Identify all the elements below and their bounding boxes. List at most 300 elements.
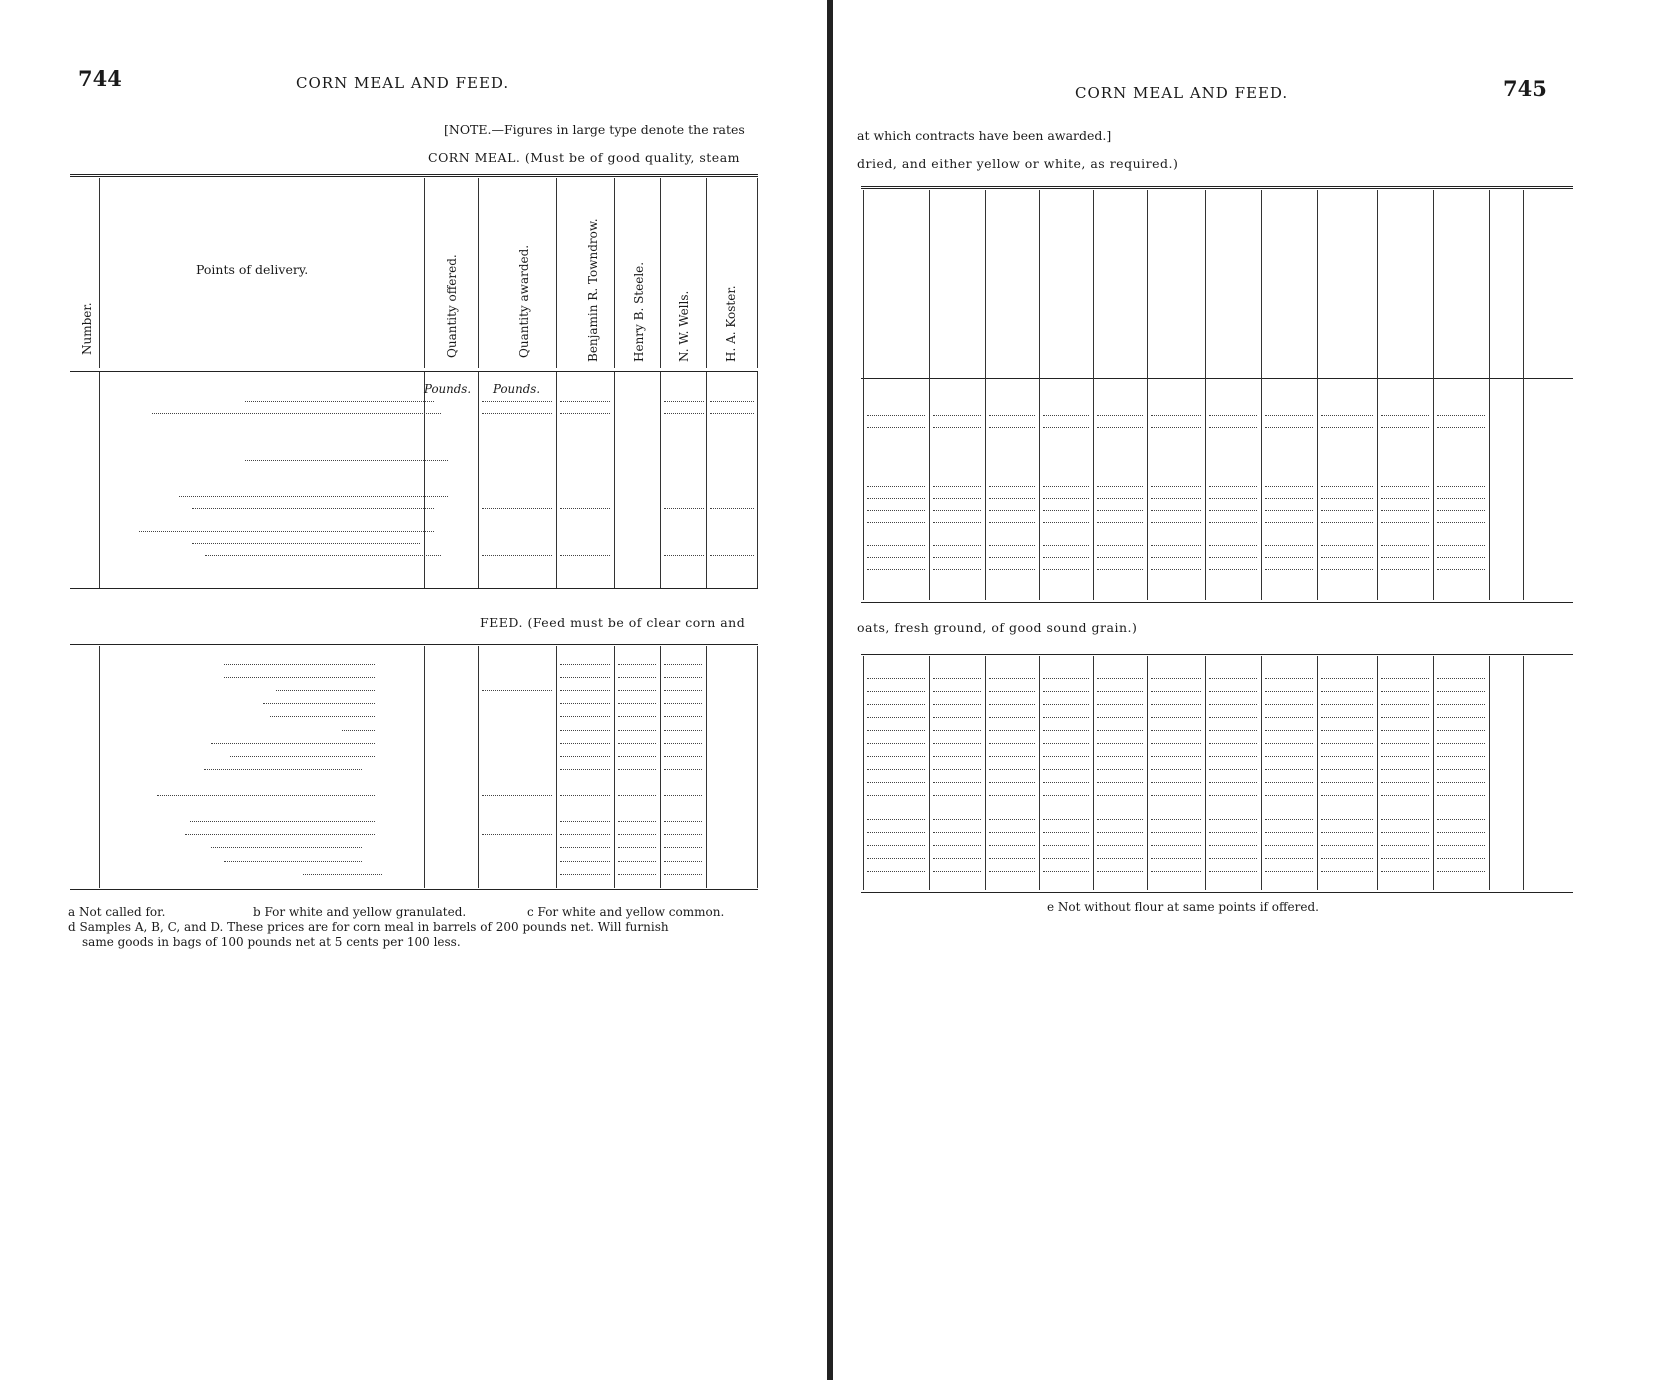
dotted-leader [245,460,448,461]
dotted-leader [989,415,1035,416]
dotted-leader [1437,557,1485,558]
left-vrule [424,178,425,368]
dotted-leader [933,545,981,546]
dotted-leader [618,716,656,717]
dotted-leader [224,664,375,665]
dotted-leader [1209,819,1257,820]
dotted-leader [867,569,925,570]
dotted-leader [1097,756,1143,757]
dotted-leader [1381,819,1429,820]
dotted-leader [1381,832,1429,833]
dotted-leader [1209,795,1257,796]
dotted-leader [1209,691,1257,692]
dotted-leader [1209,756,1257,757]
dotted-leader [618,821,656,822]
dotted-leader [303,874,383,875]
dotted-leader [1437,569,1485,570]
left-vrule [478,646,479,888]
right-vrule [1147,656,1148,890]
dotted-leader [989,522,1035,523]
dotted-leader [1437,510,1485,511]
dotted-leader [1265,832,1313,833]
dotted-leader [1097,832,1143,833]
dotted-leader [1381,557,1429,558]
dotted-leader [1321,569,1373,570]
dotted-leader [1097,730,1143,731]
right-feed-top-rule [861,654,1573,655]
right-table-top-rule [861,186,1573,187]
right-vrule [1039,190,1040,600]
right-vrule [1093,190,1094,600]
table-top-rule [70,174,758,175]
dotted-leader [867,871,925,872]
left-vrule [757,646,758,888]
dotted-leader [867,678,925,679]
left-vrule [99,372,100,588]
dotted-leader [1321,557,1373,558]
dotted-leader [1151,819,1201,820]
dotted-leader [989,704,1035,705]
dotted-leader [1209,498,1257,499]
dotted-leader [664,847,702,848]
dotted-leader [933,743,981,744]
dotted-leader [1265,704,1313,705]
dotted-leader [1381,704,1429,705]
dotted-leader [204,769,361,770]
dotted-leader [933,691,981,692]
dotted-leader [1151,730,1201,731]
dotted-leader [1209,730,1257,731]
dotted-leader [1321,730,1373,731]
dotted-leader [933,427,981,428]
dotted-leader [1265,522,1313,523]
dotted-leader [1381,730,1429,731]
dotted-leader [1381,486,1429,487]
dotted-leader [1381,858,1429,859]
dotted-leader [1321,795,1373,796]
dotted-leader [933,845,981,846]
dotted-leader [1151,415,1201,416]
dotted-leader [1043,743,1089,744]
dotted-leader [1151,795,1201,796]
dotted-leader [1437,704,1485,705]
dotted-leader [560,703,610,704]
right-vrule [1377,190,1378,600]
dotted-leader [989,795,1035,796]
dotted-leader [1043,510,1089,511]
running-title-left: CORN MEAL AND FEED. [296,74,510,92]
dotted-leader [1381,743,1429,744]
dotted-leader [224,677,375,678]
right-vrule [1261,190,1262,600]
dotted-leader [1043,730,1089,731]
dotted-leader [1437,845,1485,846]
dotted-leader [1151,691,1201,692]
dotted-leader [618,690,656,691]
dotted-leader [618,861,656,862]
dotted-leader [1151,704,1201,705]
left-vrule [99,178,100,368]
corn-meal-heading-cont: dried, and either yellow or white, as required.) [857,156,1179,171]
dotted-leader [1437,498,1485,499]
left-page [0,0,827,1380]
dotted-leader [1265,871,1313,872]
dotted-leader [1381,498,1429,499]
dotted-leader [560,821,610,822]
dotted-leader [1381,678,1429,679]
left-vrule [556,372,557,588]
dotted-leader [867,704,925,705]
note-start: [NOTE.—Figures in large type denote the rates [444,122,745,137]
feed-top-rule [70,644,758,645]
dotted-leader [1043,498,1089,499]
dotted-leader [1151,427,1201,428]
dotted-leader [664,834,702,835]
dotted-leader [482,508,552,509]
footnote-b: b For white and yellow granulated. [253,905,467,919]
dotted-leader [560,730,610,731]
dotted-leader [618,664,656,665]
dotted-leader [867,756,925,757]
dotted-leader [1209,545,1257,546]
dotted-leader [1151,498,1201,499]
dotted-leader [560,508,610,509]
dotted-leader [1097,678,1143,679]
dotted-leader [482,690,552,691]
dotted-leader [989,730,1035,731]
dotted-leader [560,795,610,796]
dotted-leader [933,832,981,833]
right-vrule [1039,656,1040,890]
dotted-leader [482,401,552,402]
dotted-leader [1265,782,1313,783]
dotted-leader [1151,569,1201,570]
dotted-leader [1321,769,1373,770]
dotted-leader [664,555,704,556]
left-vrule [660,372,661,588]
dotted-leader [1265,557,1313,558]
dotted-leader [1043,545,1089,546]
dotted-leader [618,847,656,848]
dotted-leader [1437,756,1485,757]
header-bidder-wells: N. W. Wells. [677,290,691,362]
dotted-leader [1437,545,1485,546]
dotted-leader [179,496,448,497]
dotted-leader [1209,845,1257,846]
right-vrule [1093,656,1094,890]
dotted-leader [1381,795,1429,796]
dotted-leader [560,743,610,744]
right-vrule [1317,656,1318,890]
dotted-leader [1321,486,1373,487]
left-vrule [614,646,615,888]
dotted-leader [989,545,1035,546]
left-vrule [556,178,557,368]
dotted-leader [618,874,656,875]
dotted-leader [1097,795,1143,796]
right-feed-bottom-rule [861,892,1573,893]
dotted-leader [1043,691,1089,692]
dotted-leader [1437,415,1485,416]
dotted-leader [1437,427,1485,428]
dotted-leader [1209,427,1257,428]
right-vrule [1317,190,1318,600]
right-vrule [1433,656,1434,890]
right-vrule [863,656,864,890]
left-vrule [660,178,661,368]
left-vrule [478,178,479,368]
dotted-leader [1097,717,1143,718]
right-vrule [985,656,986,890]
dotted-leader [989,510,1035,511]
dotted-leader [205,555,441,556]
dotted-leader [1043,522,1089,523]
corn-meal-heading: CORN MEAL. (Must be of good quality, steam [428,150,741,165]
dotted-leader [482,555,552,556]
dotted-leader [1097,691,1143,692]
dotted-leader [1265,769,1313,770]
note-end: at which contracts have been awarded.] [857,128,1112,143]
dotted-leader [618,769,656,770]
dotted-leader [211,847,362,848]
dotted-leader [245,401,434,402]
dotted-leader [933,522,981,523]
dotted-leader [867,730,925,731]
left-vrule [478,372,479,588]
dotted-leader [192,508,434,509]
left-vrule [706,646,707,888]
dotted-leader [989,769,1035,770]
dotted-leader [1381,510,1429,511]
dotted-leader [1265,743,1313,744]
dotted-leader [664,716,702,717]
dotted-leader [1321,832,1373,833]
dotted-leader [867,819,925,820]
dotted-leader [933,858,981,859]
dotted-leader [560,716,610,717]
dotted-leader [989,743,1035,744]
dotted-leader [664,413,704,414]
dotted-leader [1097,871,1143,872]
dotted-leader [1151,871,1201,872]
right-page [833,0,1660,1380]
dotted-leader [867,832,925,833]
dotted-leader [933,730,981,731]
dotted-leader [933,795,981,796]
dotted-leader [1209,832,1257,833]
dotted-leader [1265,678,1313,679]
dotted-leader [710,508,754,509]
right-vrule [929,190,930,600]
dotted-leader [1381,522,1429,523]
dotted-leader [560,861,610,862]
dotted-leader [989,858,1035,859]
dotted-leader [560,769,610,770]
dotted-leader [1265,795,1313,796]
dotted-leader [933,769,981,770]
dotted-leader [989,717,1035,718]
dotted-leader [560,555,610,556]
right-table-top-rule-2 [861,188,1573,189]
left-vrule [614,372,615,588]
dotted-leader [1381,871,1429,872]
dotted-leader [1209,415,1257,416]
dotted-leader [1321,522,1373,523]
dotted-leader [867,858,925,859]
dotted-leader [1209,704,1257,705]
dotted-leader [1321,704,1373,705]
dotted-leader [1043,717,1089,718]
dotted-leader [1097,569,1143,570]
dotted-leader [1097,415,1143,416]
dotted-leader [1321,415,1373,416]
header-points-of-delivery: Points of delivery. [196,262,309,277]
dotted-leader [989,427,1035,428]
dotted-leader [1209,858,1257,859]
dotted-leader [1043,557,1089,558]
dotted-leader [1097,819,1143,820]
dotted-leader [989,871,1035,872]
dotted-leader [867,845,925,846]
dotted-leader [1151,510,1201,511]
dotted-leader [185,834,376,835]
dotted-leader [1097,858,1143,859]
left-vrule [424,646,425,888]
dotted-leader [1381,756,1429,757]
page-number-left: 744 [78,66,122,91]
right-vrule [1147,190,1148,600]
dotted-leader [1209,557,1257,558]
dotted-leader [1043,845,1089,846]
dotted-leader [1097,845,1143,846]
feed-bottom-rule [70,889,758,890]
dotted-leader [1265,756,1313,757]
dotted-leader [933,510,981,511]
dotted-leader [1381,415,1429,416]
dotted-leader [1209,678,1257,679]
dotted-leader [190,821,375,822]
dotted-leader [560,874,610,875]
left-vrule [99,646,100,888]
header-number: Number. [80,302,94,355]
dotted-leader [276,690,375,691]
dotted-leader [1043,756,1089,757]
right-header-bottom-rule [861,378,1573,379]
dotted-leader [211,743,375,744]
dotted-leader [933,704,981,705]
dotted-leader [933,486,981,487]
dotted-leader [989,845,1035,846]
dotted-leader [1381,427,1429,428]
dotted-leader [1437,795,1485,796]
dotted-leader [664,690,702,691]
dotted-leader [989,691,1035,692]
dotted-leader [867,498,925,499]
right-vrule [985,190,986,600]
dotted-leader [933,756,981,757]
dotted-leader [157,795,375,796]
dotted-leader [867,769,925,770]
dotted-leader [1381,545,1429,546]
dotted-leader [664,730,702,731]
dotted-leader [1437,522,1485,523]
dotted-leader [618,756,656,757]
dotted-leader [1265,486,1313,487]
dotted-leader [867,795,925,796]
dotted-leader [989,832,1035,833]
dotted-leader [989,819,1035,820]
dotted-leader [1043,832,1089,833]
dotted-leader [867,743,925,744]
unit-offered: Pounds. [424,382,472,396]
dotted-leader [989,486,1035,487]
dotted-leader [1437,832,1485,833]
left-vrule [556,646,557,888]
dotted-leader [933,871,981,872]
dotted-leader [1265,569,1313,570]
dotted-leader [664,821,702,822]
dotted-leader [1043,569,1089,570]
dotted-leader [1437,486,1485,487]
dotted-leader [1265,845,1313,846]
dotted-leader [152,413,441,414]
dotted-leader [1209,522,1257,523]
dotted-leader [867,782,925,783]
left-vrule [660,646,661,888]
dotted-leader [560,401,610,402]
right-vrule [1205,190,1206,600]
dotted-leader [1265,427,1313,428]
right-vrule [1377,656,1378,890]
dotted-leader [867,545,925,546]
dotted-leader [1151,486,1201,487]
dotted-leader [560,664,610,665]
dotted-leader [1381,691,1429,692]
dotted-leader [664,743,702,744]
table-top-rule-2 [70,176,758,177]
dotted-leader [989,498,1035,499]
dotted-leader [482,795,552,796]
header-bidder-koster: H. A. Koster. [724,285,738,362]
dotted-leader [933,498,981,499]
dotted-leader [618,677,656,678]
dotted-leader [560,756,610,757]
dotted-leader [1265,498,1313,499]
right-vrule [1433,190,1434,600]
dotted-leader [482,834,552,835]
dotted-leader [1097,522,1143,523]
dotted-leader [1209,717,1257,718]
dotted-leader [710,413,754,414]
dotted-leader [1151,769,1201,770]
dotted-leader [618,743,656,744]
dotted-leader [989,569,1035,570]
dotted-leader [1151,782,1201,783]
dotted-leader [1437,819,1485,820]
dotted-leader [1151,678,1201,679]
dotted-leader [1151,522,1201,523]
dotted-leader [867,522,925,523]
dotted-leader [1097,782,1143,783]
left-vrule [757,372,758,588]
dotted-leader [1265,691,1313,692]
dotted-leader [933,415,981,416]
dotted-leader [1437,730,1485,731]
dotted-leader [1151,717,1201,718]
dotted-leader [710,401,754,402]
dotted-leader [1321,427,1373,428]
dotted-leader [1151,756,1201,757]
